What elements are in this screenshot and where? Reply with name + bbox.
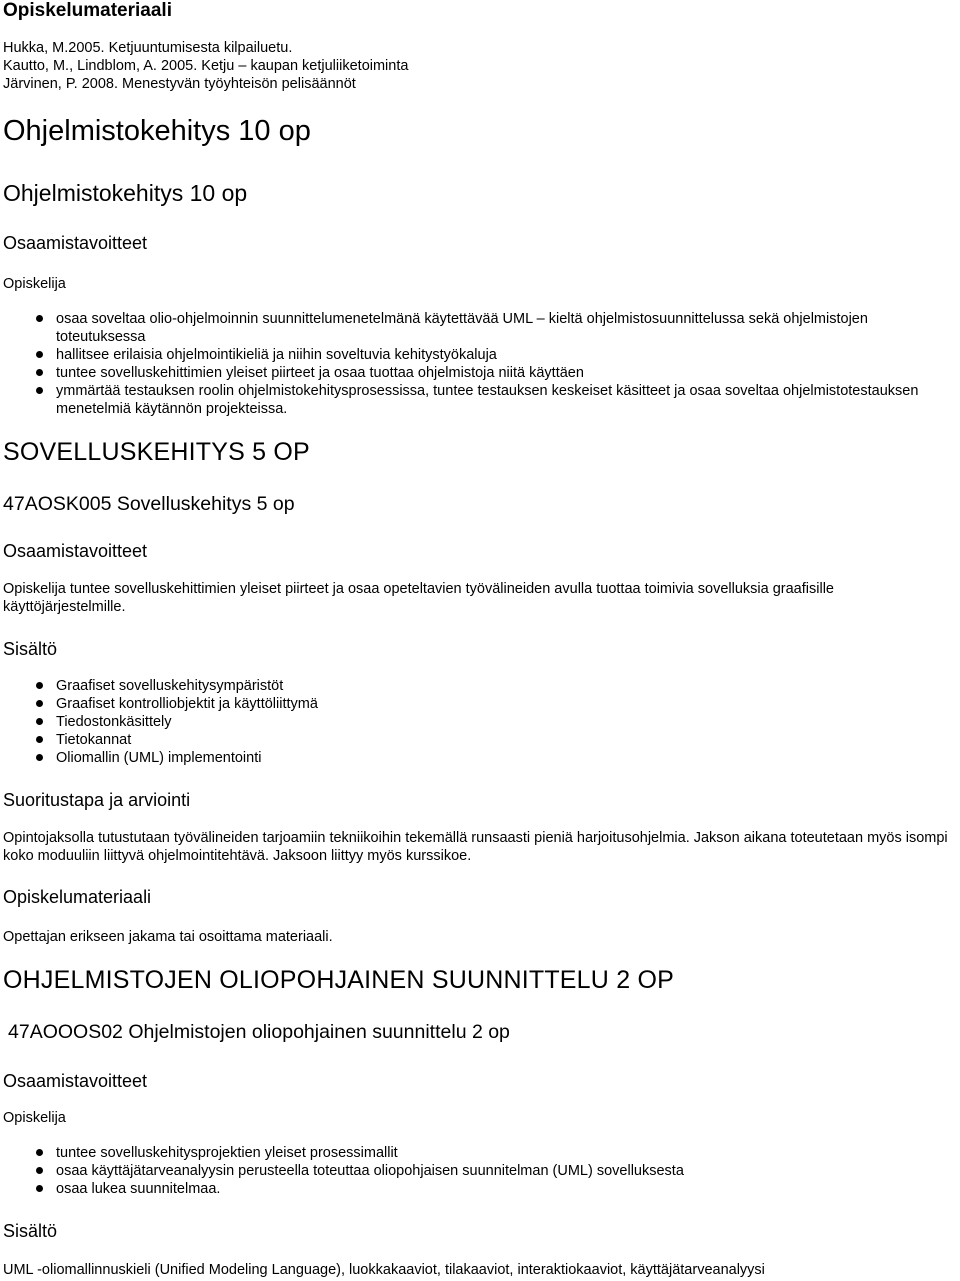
list-item — [56, 382, 956, 418]
list-item-text: tuntee sovelluskehittimien yleiset piirteet ja osaa tuottaa ohjelmistoja niitä käyttäen — [56, 365, 584, 381]
list-item-text: ymmärtää testauksen roolin ohjelmistokehitysprosessissa, tuntee testauksen keskeiset käsitteet ja osaa soveltaa ohjelmistotestauksen menetelmiä käytännön projekteissa. — [56, 383, 919, 417]
bullet-icon — [36, 1167, 43, 1174]
bullet-icon — [36, 1149, 43, 1156]
section-subtitle: 47AOOOS02 Ohjelmistojen oliopohjainen suunnittelu 2 op — [8, 1021, 510, 1043]
list-item-text: osaa soveltaa olio-ohjelmoinnin suunnittelumenetelmänä käytettävää UML – kieltä ohjelmistosuunnittelussa sekä ohjelmistojen toteutuksessa — [56, 311, 868, 345]
section-title: SOVELLUSKEHITYS 5 OP — [3, 438, 310, 466]
list-item-text: Oliomallin (UML) implementointi — [56, 750, 262, 766]
goals-list — [56, 310, 956, 418]
list-item-text: Graafiset sovelluskehitysympäristöt — [56, 678, 284, 694]
reference-line: Järvinen, P. 2008. Menestyvän työyhteisön pelisäännöt — [3, 76, 356, 92]
bullet-icon — [36, 718, 43, 725]
reference-line: Hukka, M.2005. Ketjuuntumisesta kilpailuetu. — [3, 40, 293, 56]
bullet-icon — [36, 754, 43, 761]
bullet-icon — [36, 736, 43, 743]
goals-heading: Osaamistavoitteet — [3, 541, 148, 561]
reference-line: Kautto, M., Lindblom, A. 2005. Ketju – kaupan ketjuliiketoiminta — [3, 58, 409, 74]
method-text: Opintojaksolla tutustutaan työvälineiden tarjoamiin tekniikoihin tekemällä runsaasti pieniä harjoitusohjelmia. Jakson aikana toteutetaan myös isompi koko moduuliin liittyvä ohjelmointitehtävä. Jaksoon liittyy myös kurssikoe. — [3, 830, 948, 864]
list-item — [56, 713, 936, 731]
bullet-icon — [36, 387, 43, 394]
list-item — [56, 1162, 936, 1180]
bullet-icon — [36, 315, 43, 322]
student-label: Opiskelija — [3, 276, 66, 292]
goals-list — [56, 1144, 936, 1198]
bullet-icon — [36, 351, 43, 358]
list-item — [56, 346, 956, 364]
list-item-text: Tietokannat — [56, 732, 132, 748]
list-item — [56, 1144, 936, 1162]
list-item-text: Graafiset kontrolliobjektit ja käyttöliittymä — [56, 696, 318, 712]
list-item-text: Tiedostonkäsittely — [56, 714, 172, 730]
material-text: Opettajan erikseen jakama tai osoittama materiaali. — [3, 929, 333, 945]
content-heading: Sisältö — [3, 639, 58, 659]
bullet-icon — [36, 1185, 43, 1192]
section-title: Ohjelmistokehitys 10 op — [3, 115, 311, 147]
section-subtitle: Ohjelmistokehitys 10 op — [3, 180, 248, 206]
list-item — [56, 310, 956, 346]
list-item — [56, 731, 936, 749]
bullet-icon — [36, 369, 43, 376]
content-list — [56, 677, 936, 767]
section-title: OHJELMISTOJEN OLIOPOHJAINEN SUUNNITTELU 2 OP — [3, 966, 674, 994]
method-heading: Suoritustapa ja arviointi — [3, 790, 191, 810]
bullet-icon — [36, 682, 43, 689]
section-subtitle: 47AOSK005 Sovelluskehitys 5 op — [3, 493, 295, 515]
list-item — [56, 677, 936, 695]
list-item-text: tuntee sovelluskehitysprojektien yleiset prosessimallit — [56, 1145, 398, 1161]
student-label: Opiskelija — [3, 1110, 66, 1126]
list-item-text: osaa käyttäjätarveanalyysin perusteella toteuttaa oliopohjaisen suunnitelman (UML) sovelluksesta — [56, 1163, 684, 1179]
list-item-text: osaa lukea suunnitelmaa. — [56, 1181, 221, 1197]
content-heading: Sisältö — [3, 1221, 58, 1241]
list-item — [56, 695, 936, 713]
goals-heading: Osaamistavoitteet — [3, 233, 148, 253]
top-heading: Opiskelumateriaali — [3, 0, 172, 21]
list-item — [56, 364, 956, 382]
goals-text: Opiskelija tuntee sovelluskehittimien yleiset piirteet ja osaa opeteltavien työvälineiden avulla tuottaa toimivia sovelluksia graafisille käyttöjärjestelmille. — [3, 581, 834, 615]
list-item-text: hallitsee erilaisia ohjelmointikieliä ja niihin soveltuvia kehitystyökaluja — [56, 347, 497, 363]
list-item — [56, 1180, 936, 1198]
content-text: UML -oliomallinnuskieli (Unified Modeling Language), luokkakaaviot, tilakaaviot, interaktiokaaviot, käyttäjätarveanalyysi — [3, 1262, 765, 1278]
goals-heading: Osaamistavoitteet — [3, 1071, 148, 1091]
material-heading: Opiskelumateriaali — [3, 887, 152, 907]
list-item — [56, 749, 936, 767]
bullet-icon — [36, 700, 43, 707]
